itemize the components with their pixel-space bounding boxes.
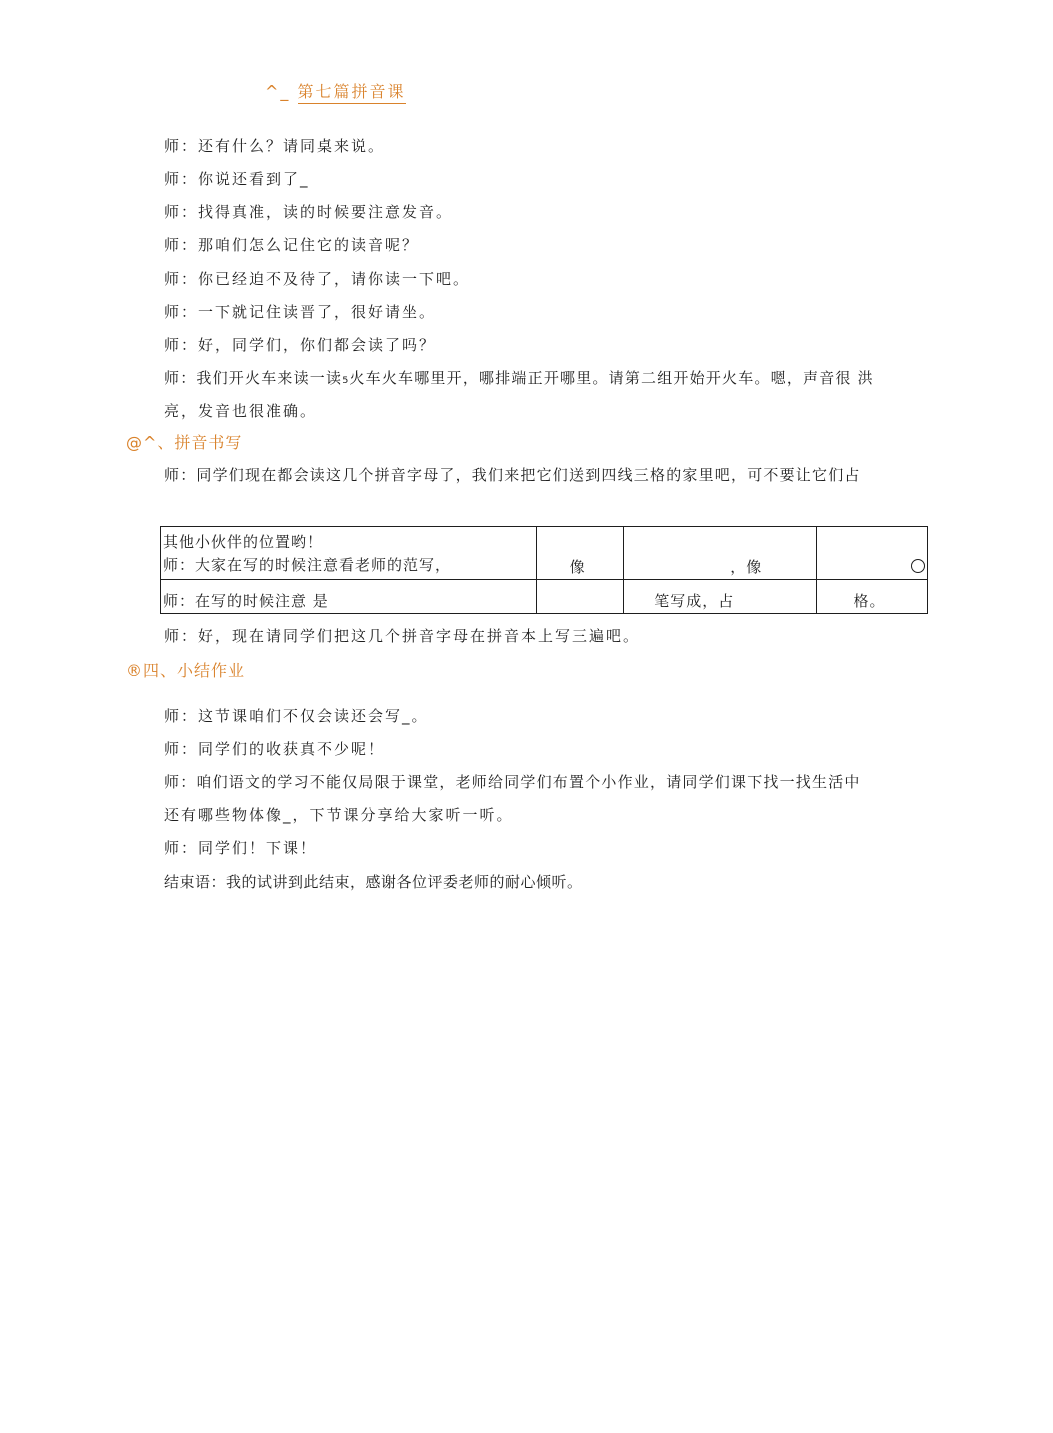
title-prefix: ^_	[265, 82, 291, 101]
dialogue-line: 师：好，现在请同学们把这几个拼音字母在拼音本上写三遍吧。	[164, 627, 641, 645]
dialogue-line: 师：我们开火车来读一读₅火车火车哪里开，哪排端正开哪里。请第二组开始开火车。嗯，声音很 洪	[164, 369, 874, 387]
table-cell	[536, 580, 624, 614]
table-text: 师：在写的时候注意 是	[163, 592, 329, 610]
circle-icon	[911, 559, 925, 573]
four-line-grid-table	[160, 526, 928, 614]
dialogue-line: 师：这节课咱们不仅会读还会写_。	[164, 707, 429, 725]
table-text: 师：大家在写的时候注意看老师的范写，	[163, 556, 452, 574]
closing-line: 结束语：我的试讲到此结束，感谢各位评委老师的耐心倾听。	[164, 873, 583, 891]
table-text: ，像	[730, 558, 763, 576]
page-title	[265, 79, 406, 102]
dialogue-line: 师：一下就记住读晋了，很好请坐。	[164, 303, 437, 321]
dialogue-line: 师：你已经迫不及待了，请你读一下吧。	[164, 270, 471, 288]
title-text: 第七篇拼音课	[298, 82, 406, 104]
writing-intro-line: 师：同学们现在都会读这几个拼音字母了，我们来把它们送到四线三格的家里吧，可不要让它们占	[164, 466, 861, 484]
dialogue-line: 师：咱们语文的学习不能仅局限于课堂，老师给同学们布置个小作业，请同学们课下找一找生活中	[164, 773, 861, 791]
table-cell	[624, 527, 817, 580]
section-heading-writing: @^、拼音书写	[126, 433, 243, 452]
dialogue-line: 师：那咱们怎么记住它的读音呢？	[164, 236, 420, 254]
table-cell	[161, 527, 537, 580]
table-cell	[817, 527, 928, 580]
dialogue-line: 师：同学们的收获真不少呢！	[164, 740, 386, 758]
table-cell	[624, 580, 817, 614]
dialogue-line-continued: 还有哪些物体像_，下节课分享给大家听一听。	[164, 806, 514, 824]
table-cell	[817, 580, 928, 614]
table-text: 其他小伙伴的位置哟！	[163, 533, 324, 551]
dialogue-line: 师：找得真准，读的时候要注意发音。	[164, 203, 454, 221]
dialogue-line: 师：你说还看到了_	[164, 170, 310, 188]
table-cell	[536, 527, 624, 580]
section-heading-summary: ®四、小结作业	[126, 661, 246, 680]
dialogue-line: 师：好，同学们，你们都会读了吗？	[164, 336, 437, 354]
dialogue-line: 师：还有什么？请同桌来说。	[164, 137, 386, 155]
table-text: 笔写成，占	[654, 592, 735, 610]
table-cell	[161, 580, 537, 614]
table-text: 像	[569, 558, 586, 576]
dialogue-line-continued: 亮，发音也很准确。	[164, 402, 318, 420]
table-text: 格。	[853, 592, 886, 610]
dialogue-line: 师：同学们！下课！	[164, 839, 318, 857]
